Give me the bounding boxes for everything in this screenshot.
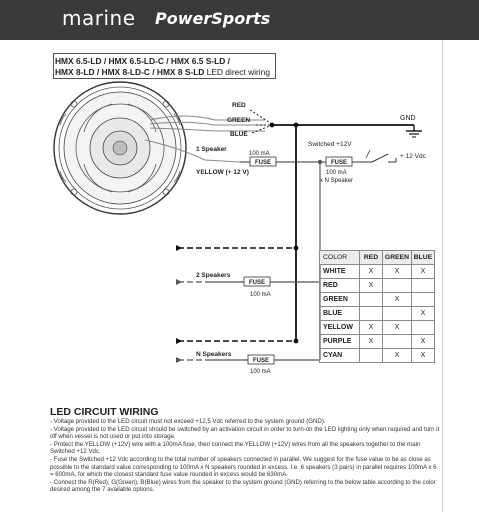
- note-item: - Voltage provided to the LED circuit should be switched by an activation circuit in order to turn-on the LED lighting only when required and turn it off when vessel is not used or put into storage.: [50, 425, 440, 441]
- fuse-main-label: FUSE: [331, 160, 348, 166]
- table-row: [320, 335, 435, 349]
- table-cell: GREEN: [320, 293, 360, 307]
- table-cell: [412, 321, 435, 335]
- table-cell: BLUE: [320, 307, 360, 321]
- table-row: [320, 265, 435, 279]
- table-row: [320, 321, 435, 335]
- table-cell: X: [360, 279, 383, 293]
- table-cell: [383, 307, 412, 321]
- table-row: [320, 349, 435, 363]
- table-cell: X: [383, 265, 412, 279]
- table-cell: [360, 293, 383, 307]
- speaker-icon: [54, 82, 186, 214]
- table-cell: [383, 335, 412, 349]
- table-header: RED: [360, 251, 383, 265]
- table-cell: X: [360, 335, 383, 349]
- title-line-1: HMX 6.5-LD / HMX 6.5-LD-C / HMX 6.5 S-LD /: [55, 56, 230, 66]
- table-cell: WHITE: [320, 265, 360, 279]
- table-cell: RED: [320, 279, 360, 293]
- table-cell: X: [412, 307, 435, 321]
- title-models: HMX 8-LD / HMX 8-LD-C / HMX 8 S-LD: [55, 67, 205, 77]
- fuse-1-label: FUSE: [255, 160, 272, 166]
- table-cell: [360, 307, 383, 321]
- fuse-2-label: FUSE: [249, 280, 266, 286]
- label-switched: Switched +12V: [308, 141, 352, 148]
- label-yellow: YELLOW (+ 12 V): [196, 169, 249, 176]
- table-cell: X: [360, 321, 383, 335]
- fuse-n-label: FUSE: [253, 358, 270, 364]
- label-red: RED: [232, 102, 246, 109]
- label-green: GREEN: [227, 117, 251, 124]
- label-gnd: GND: [400, 115, 416, 122]
- table-cell: [412, 293, 435, 307]
- section-title: LED CIRCUIT WIRING: [50, 406, 159, 418]
- label-n-speakers: N Speakers: [196, 351, 232, 358]
- table-header: COLOR: [320, 251, 360, 265]
- title-suffix: LED direct wiring: [204, 67, 270, 77]
- table-cell: [383, 279, 412, 293]
- table-cell: X: [412, 349, 435, 363]
- table-cell: CYAN: [320, 349, 360, 363]
- sub-brand-logo: PowerSports: [155, 9, 271, 28]
- fuse-2-value: 100 mA: [250, 292, 271, 298]
- label-1-speaker: 1 Speaker: [196, 146, 227, 153]
- label-blue: BLUE: [230, 131, 248, 138]
- table-cell: X: [412, 335, 435, 349]
- table-cell: [412, 279, 435, 293]
- switch-symbol: [372, 154, 388, 162]
- table-cell: [360, 349, 383, 363]
- table-row: [320, 307, 435, 321]
- table-row: [320, 293, 435, 307]
- table-header: BLUE: [412, 251, 435, 265]
- note-item: - Connect the R(Red), G(Green), B(Blue) wires from the speaker to the system ground (GND) referring to the below table according to the color desired among the 7 available options.: [50, 478, 436, 494]
- brand-logo: marine: [62, 6, 136, 30]
- fuse-n-value: 100 mA: [250, 369, 271, 375]
- table-cell: X: [412, 265, 435, 279]
- table-cell: X: [383, 321, 412, 335]
- table-header: GREEN: [383, 251, 412, 265]
- table-cell: X: [360, 265, 383, 279]
- note-item: - Voltage provided to the LED circuit must not exceed +12,5 Vdc referred to the system ground (GND).: [50, 418, 326, 425]
- wiring-notes: [50, 418, 440, 494]
- table-cell: PURPLE: [320, 335, 360, 349]
- link-red: [250, 110, 272, 124]
- note-item: - Protect the YELLOW (+12V) wire with a 100mA fuse, then connect the YELLOW (+12V) wires from all the speakers together to the main Switched +12 Vdc.: [50, 440, 421, 456]
- table-header-row: [320, 251, 435, 265]
- table-cell: X: [383, 349, 412, 363]
- note-item: - Fuse the Switched +12 Vdc according to the total number of speakers connected in parallel. We suggest for the fuse value to be as close as possible to the standard value corresponding to 100mA x N speakers rounded in excess. I.e. 6 speakers (3 pairs) in parallel requires 100mA x 6 = 600mA, for which the closest standard fuse value rounded in excess would be 630mA.: [50, 455, 437, 479]
- table-cell: YELLOW: [320, 321, 360, 335]
- label-2-speakers: 2 Speakers: [196, 272, 231, 279]
- label-12vdc: + 12 Vdc: [400, 153, 426, 160]
- table-cell: X: [383, 293, 412, 307]
- fuse-1-value: 100 mA: [249, 151, 270, 157]
- table-row: [320, 279, 435, 293]
- color-table: [319, 250, 435, 363]
- link-blue: [252, 125, 272, 133]
- fuse-main-value-2: x N Speaker: [320, 178, 354, 184]
- fuse-main-value-1: 100 mA: [326, 170, 347, 176]
